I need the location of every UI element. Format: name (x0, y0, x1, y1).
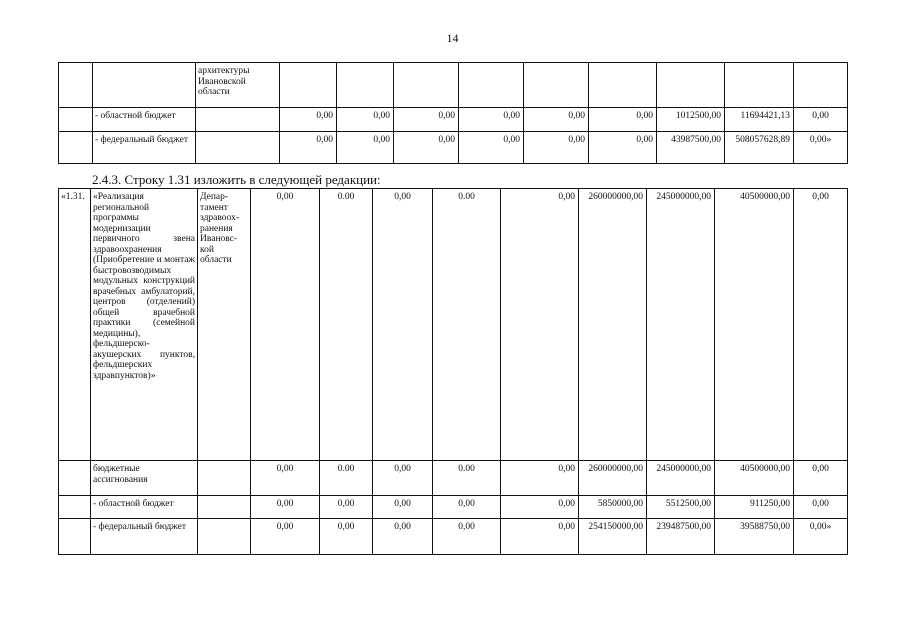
table-cell: 40500000,00 (715, 189, 794, 461)
table-cell: 0,00» (794, 519, 848, 555)
table-cell: 245000000,00 (647, 189, 715, 461)
table-cell: 239487500,00 (647, 519, 715, 555)
table-cell: 5850000,00 (579, 496, 647, 519)
table-row (59, 132, 848, 164)
table-cell (337, 63, 394, 108)
table-cell: 0,00 (373, 519, 433, 555)
table-cell: 0,00 (337, 132, 394, 164)
table-cell: 0,00 (794, 189, 848, 461)
table-row (59, 519, 848, 555)
table-cell: 0,00 (394, 108, 459, 132)
table-cell: 1012500,00 (657, 108, 725, 132)
table-cell: 0,00 (337, 108, 394, 132)
table-cell: 0,00 (320, 496, 373, 519)
page-number: 14 (446, 31, 459, 45)
table-row (59, 461, 848, 496)
table-cell (198, 519, 251, 555)
table-cell: 11694421,13 (725, 108, 794, 132)
table-cell (59, 519, 91, 555)
table-cell: 0.00 (320, 189, 373, 461)
table-cell: 0,00 (280, 108, 337, 132)
executor-cell: Депар-тамент здравоох-ранения Ивановс-кой области (198, 189, 251, 461)
table-cell: бюджетные ассигнования (91, 461, 198, 496)
table-cell: 39588750,00 (715, 519, 794, 555)
table-cell: 911250,00 (715, 496, 794, 519)
table-cell (589, 63, 657, 108)
table-row (59, 63, 848, 108)
table-cell: 0,00 (433, 496, 501, 519)
table-row-1-31 (58, 188, 848, 555)
row-number-cell: «1.31. (59, 189, 91, 461)
table-cell: 0,00 (280, 132, 337, 164)
table-cell: 0,00 (524, 132, 589, 164)
table-cell: 0,00 (320, 519, 373, 555)
table-cell: - областной бюджет (91, 496, 198, 519)
table-cell: 0,00 (524, 108, 589, 132)
table-cell: 260000000,00 (579, 189, 647, 461)
table-cell: - федеральный бюджет (91, 519, 198, 555)
table-cell: 0,00 (459, 108, 524, 132)
table-cell: 260000000,00 (579, 461, 647, 496)
table-cell: 0,00 (251, 461, 320, 496)
table-cell: 0,00 (251, 189, 320, 461)
table-cell (59, 108, 93, 132)
table-cell (59, 496, 91, 519)
table-cell: 0,00 (394, 132, 459, 164)
table-cell: 0,00 (794, 461, 848, 496)
table-cell: 245000000,00 (647, 461, 715, 496)
table-cell: 0,00 (501, 189, 579, 461)
table-cell: 0,00 (589, 108, 657, 132)
table-cell (196, 132, 280, 164)
section-heading: 2.4.3. Строку 1.31 изложить в следующей редакции: (92, 172, 381, 187)
table-cell: 0.00 (433, 189, 501, 461)
table-top-fragment (58, 62, 848, 164)
table-cell: 0,00 (501, 519, 579, 555)
table-cell: 0,00 (373, 189, 433, 461)
table-row (59, 496, 848, 519)
table-cell: 0,00 (501, 496, 579, 519)
table-cell (196, 108, 280, 132)
table-cell (59, 461, 91, 496)
table-cell (524, 63, 589, 108)
table-row (59, 108, 848, 132)
table-cell (59, 132, 93, 164)
table-cell (459, 63, 524, 108)
table-cell (280, 63, 337, 108)
table-cell: 0,00 (794, 108, 848, 132)
table-cell (394, 63, 459, 108)
table-cell: 508057628,89 (725, 132, 794, 164)
table-cell: 40500000,00 (715, 461, 794, 496)
table-cell: 0.00 (433, 461, 501, 496)
table-cell (198, 496, 251, 519)
table-cell: 0,00 (589, 132, 657, 164)
table-cell: 0,00 (459, 132, 524, 164)
table-cell (794, 63, 848, 108)
table-cell (93, 63, 196, 108)
table-cell (59, 63, 93, 108)
program-name-cell: «Реализация региональной программы модернизации первичного звена здравоохранения (Приобретение и монтаж быстровозводимых модульных конструкций врачебных амбулаторий, центров (отделений) общей врачебной практики (семейной медицины), фельдшерско-акушерских пунктов, фельдшерских здравпунктов)» (91, 189, 198, 461)
table-cell: 0,00 (433, 519, 501, 555)
table-cell: 0,00 (373, 496, 433, 519)
table-cell: 0,00 (794, 496, 848, 519)
table-cell: 0,00 (501, 461, 579, 496)
table-cell: архитектуры Ивановской области (196, 63, 280, 108)
table-cell: 0,00 (251, 519, 320, 555)
table-cell: - областной бюджет (93, 108, 196, 132)
table-cell (657, 63, 725, 108)
table-cell: 254150000,00 (579, 519, 647, 555)
table-cell: 0,00 (373, 461, 433, 496)
table-cell: 0,00 (251, 496, 320, 519)
table-cell: 5512500,00 (647, 496, 715, 519)
table-cell: 0,00» (794, 132, 848, 164)
table-cell: 43987500,00 (657, 132, 725, 164)
table-cell (725, 63, 794, 108)
table-cell: - федеральный бюджет (93, 132, 196, 164)
table-cell (198, 461, 251, 496)
table-cell: 0.00 (320, 461, 373, 496)
table-row (59, 189, 848, 461)
